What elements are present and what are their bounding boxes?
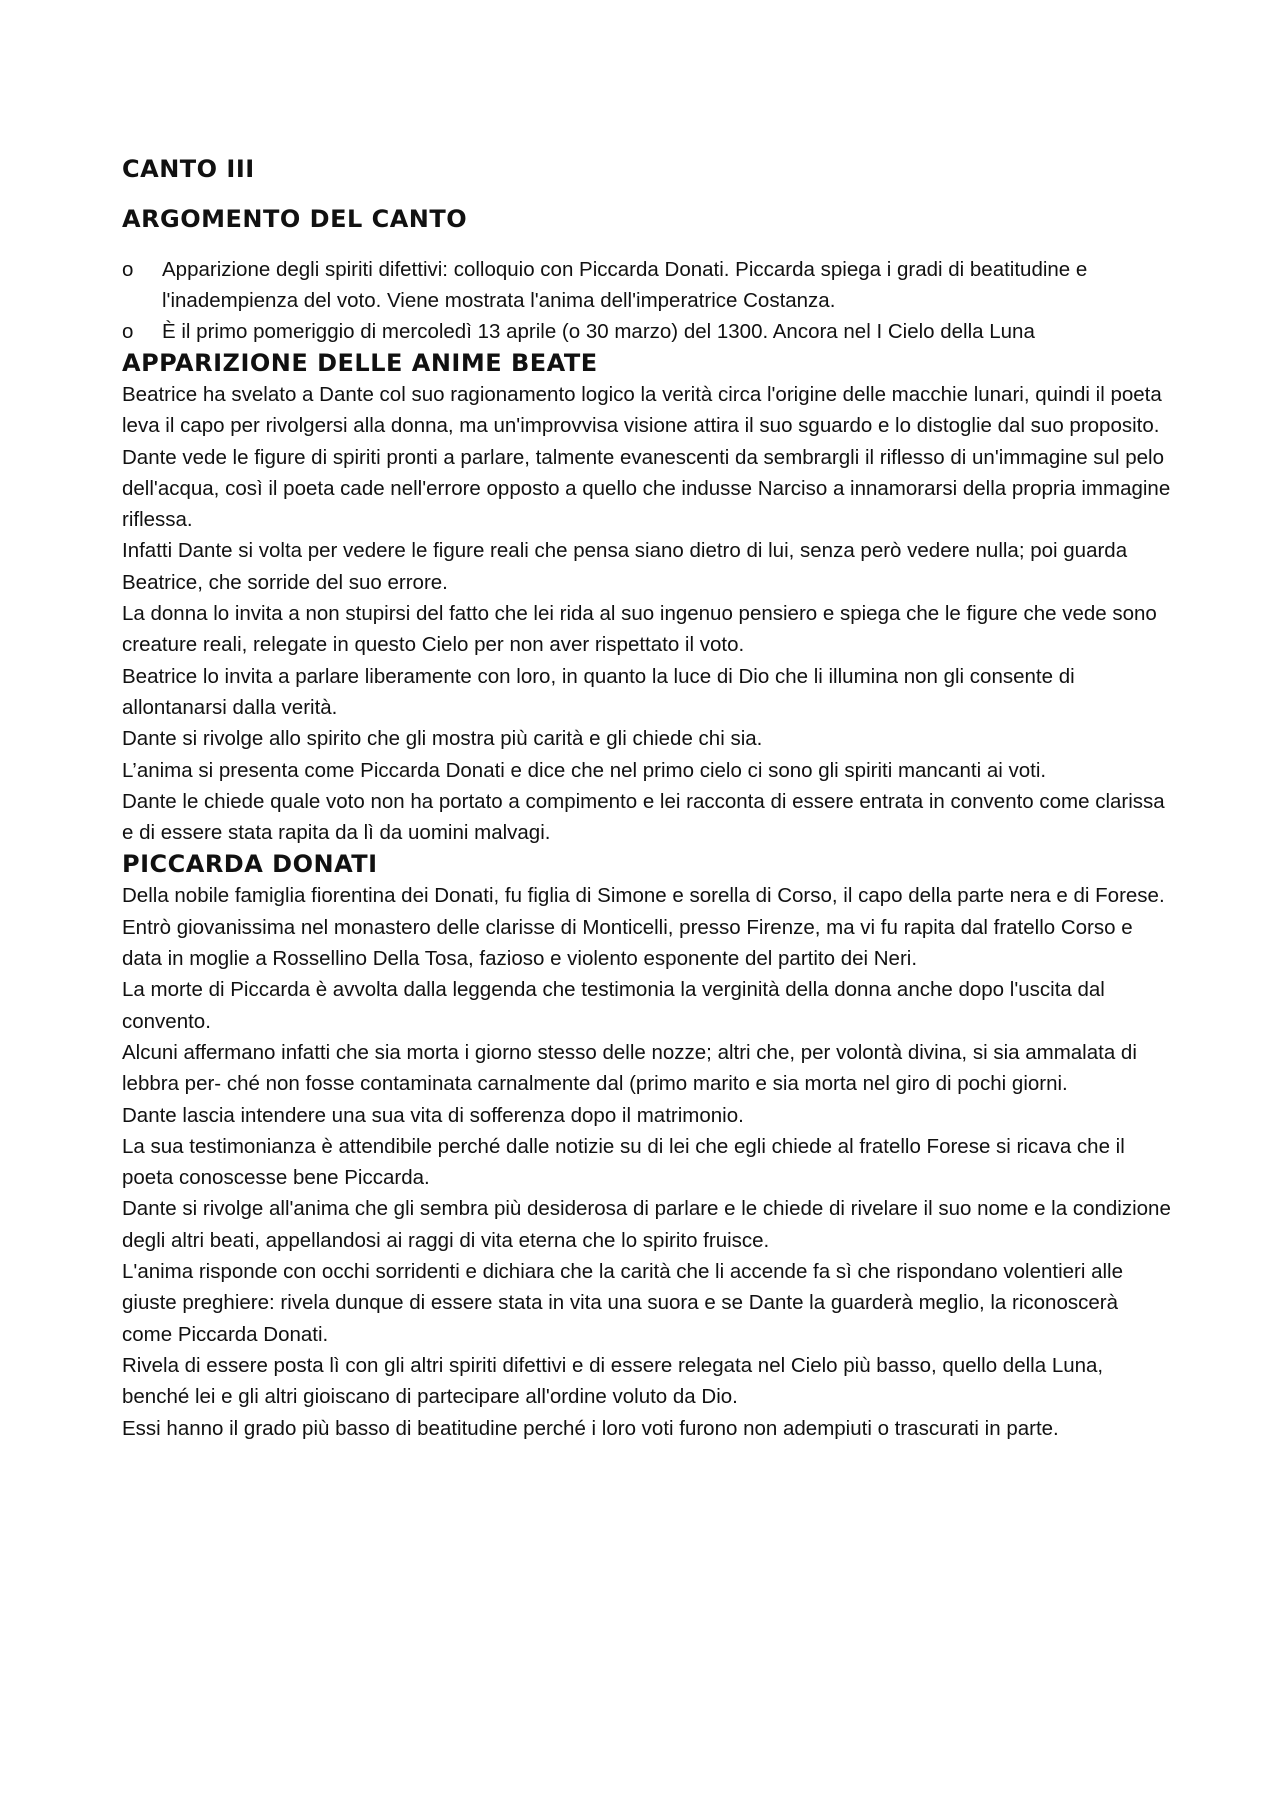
argomento-item: [122, 316, 1172, 347]
argomento-list: [122, 254, 1172, 347]
argomento-item-text: È il primo pomeriggio di mercoledì 13 aprile (o 30 marzo) del 1300. Ancora nel I Cielo della Luna: [162, 320, 1035, 343]
paragraph: Dante si rivolge allo spirito che gli mostra più carità e gli chiede chi sia.: [122, 727, 763, 751]
section-body-piccarda: [122, 880, 1172, 1443]
paragraph: Dante le chiede quale voto non ha portato a compimento e lei racconta di essere entrata in convento come clarissa e di essere stata rapita da lì da uomini malvagi.: [122, 789, 1165, 845]
paragraph: Beatrice lo invita a parlare liberamente con loro, in quanto la luce di Dio che li illumina non gli consente di allontanarsi dalla verità.: [122, 664, 1075, 719]
paragraph: Infatti Dante si volta per vedere le figure reali che pensa siano dietro di lui, senza però vedere nulla; poi guarda Beatrice, che sorride del suo errore.: [122, 539, 1128, 594]
paragraph: Entrò giovanissima nel monastero delle clarisse di Monticelli, presso Firenze, ma vi fu rapita dal fratello Corso e data in moglie a Rossellino Della Tosa, fazioso e violento esponente del partito dei Neri.: [122, 915, 1133, 971]
paragraph: L’anima si presenta come Piccarda Donati e dice che nel primo cielo ci sono gli spiriti mancanti ai voti.: [122, 758, 1047, 782]
paragraph: Alcuni affermano infatti che sia morta i giorno stesso delle nozze; altri che, per volontà divina, si sia ammalata di lebbra per- ché non fosse contaminata carnalmente dal (primo marito e sia morta nel giro di pochi giorni.: [122, 1040, 1137, 1096]
paragraph: Beatrice ha svelato a Dante col suo ragionamento logico la verità circa l'origine delle macchie lunari, quindi il poeta leva il capo per rivolgersi alla donna, ma un'improvvisa visione attira il suo sguardo e lo distoglie dal suo proposito.: [122, 383, 1162, 438]
paragraph: La morte di Piccarda è avvolta dalla leggenda che testimonia la verginità della donna anche dopo l'uscita dal convento.: [122, 978, 1105, 1033]
page-title: CANTO III: [122, 155, 255, 183]
paragraph: Essi hanno il grado più basso di beatitudine perché i loro voti furono non adempiuti o trascurati in parte.: [122, 1416, 1059, 1440]
section-heading-piccarda: PICCARDA DONATI: [122, 850, 378, 879]
document-page: [122, 152, 1172, 1444]
paragraph: Dante si rivolge all'anima che gli sembra più desiderosa di parlare e le chiede di rivelare il suo nome e la condizione degli altri beati, appellandosi ai raggi di vita eterna che lo spirito fruisce.: [122, 1197, 1171, 1252]
bullet-marker: o: [122, 320, 134, 343]
paragraph: Dante lascia intendere una sua vita di sofferenza dopo il matrimonio.: [122, 1103, 744, 1127]
paragraph: L'anima risponde con occhi sorridenti e dichiara che la carità che li accende fa sì che rispondano volentieri alle giuste preghiere: rivela dunque di essere stata in vita una suora e se Dante la guarderà meglio, la riconoscerà come Piccarda Donati.: [122, 1260, 1124, 1346]
paragraph: Dante vede le figure di spiriti pronti a parlare, talmente evanescenti da sembrargli il riflesso di un'immagine sul pelo dell'acqua, così il poeta cade nell'errore opposto a quello che indusse Narciso a innamorarsi della propria immagine riflessa.: [122, 445, 1171, 532]
argomento-item-text: Apparizione degli spiriti difettivi: colloquio con Piccarda Donati. Piccarda spiega i gradi di beatitudine e l'inadempienza del voto. Viene mostrata l'anima dell'imperatrice Costanza.: [162, 258, 1088, 312]
bullet-marker: o: [122, 258, 134, 281]
paragraph: La donna lo invita a non stupirsi del fatto che lei rida al suo ingenuo pensiero e spiega che le figure che vede sono creature reali, relegate in questo Cielo per non aver rispettato il voto.: [122, 602, 1157, 657]
paragraph: La sua testimonianza è attendibile perché dalle notizie su di lei che egli chiede al fratello Forese si ricava che il poeta conoscesse bene Piccarda.: [122, 1134, 1125, 1190]
section-heading-apparizione: APPARIZIONE DELLE ANIME BEATE: [122, 349, 598, 377]
paragraph: Della nobile famiglia fiorentina dei Donati, fu figlia di Simone e sorella di Corso, il capo della parte nera e di Forese.: [122, 884, 1165, 908]
argomento-item: [122, 254, 1172, 316]
section-body-apparizione: [122, 379, 1172, 848]
argomento-heading: ARGOMENTO DEL CANTO: [122, 205, 468, 233]
paragraph: Rivela di essere posta lì con gli altri spiriti difettivi e di essere relegata nel Cielo più basso, quello della Luna, benché lei e gli altri gioiscano di partecipare all'ordine voluto da Dio.: [122, 1353, 1104, 1409]
